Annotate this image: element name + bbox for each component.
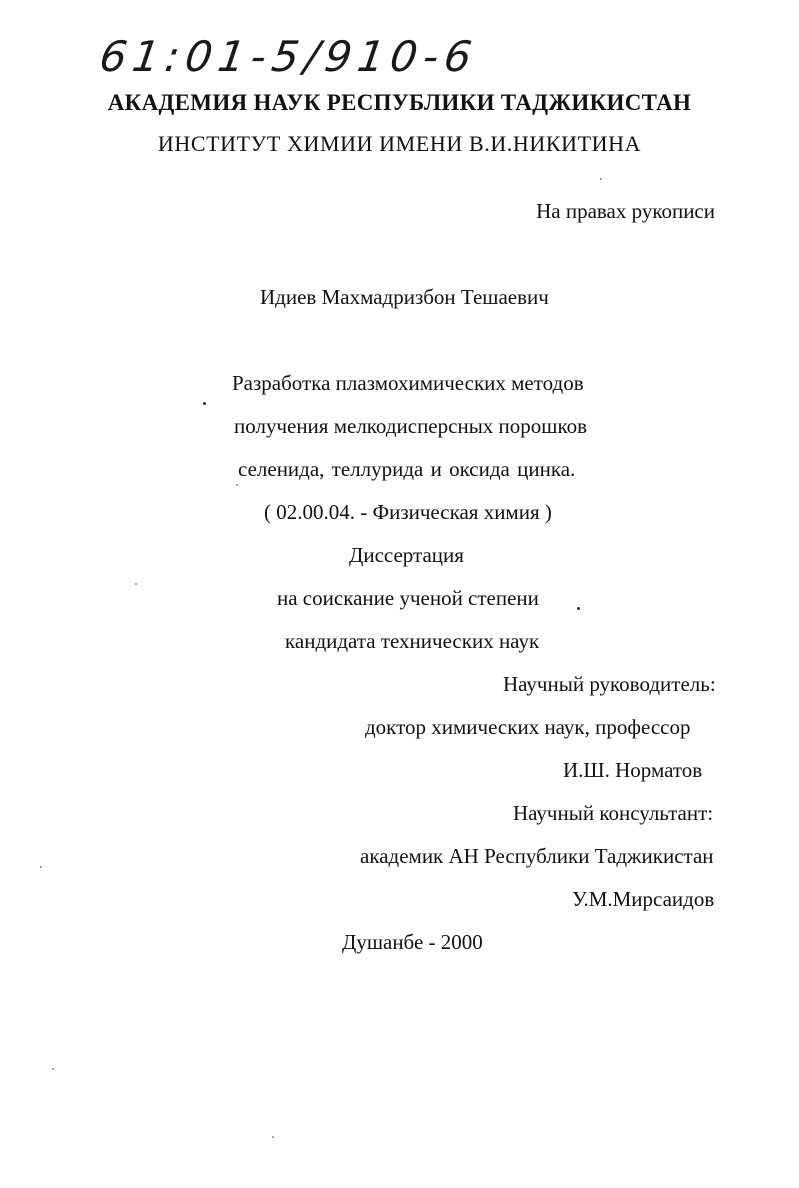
supervisor-name: И.Ш. Норматов bbox=[563, 758, 703, 782]
title-line-2: получения мелкодисперсных порошков bbox=[234, 414, 588, 438]
author-name: Идиев Махмадризбон Тешаевич bbox=[260, 285, 549, 309]
consultant-credentials: академик АН Республики Таджикистан bbox=[360, 844, 714, 868]
title-line-1: Разработка плазмохимических методов bbox=[232, 371, 584, 395]
work-purpose: на соискание ученой степени bbox=[277, 586, 539, 610]
scan-speck bbox=[272, 1136, 274, 1138]
scan-speck bbox=[40, 866, 42, 868]
scan-speck bbox=[600, 178, 602, 180]
archive-code-handwritten: 61:01-5/910-6 bbox=[96, 32, 481, 81]
degree-name: кандидата технических наук bbox=[285, 629, 540, 653]
title-line-3: селенида, теллурида и оксида цинка. bbox=[238, 457, 576, 481]
city-year: Душанбе - 2000 bbox=[342, 930, 483, 954]
scan-speck bbox=[577, 607, 580, 610]
consultant-name: У.М.Мирсаидов bbox=[572, 887, 715, 911]
consultant-label: Научный консультант: bbox=[513, 801, 714, 825]
scan-speck bbox=[236, 484, 238, 486]
specialty-code: ( 02.00.04. - Физическая химия ) bbox=[264, 500, 552, 524]
academy-heading: АКАДЕМИЯ НАУК РЕСПУБЛИКИ ТАДЖИКИСТАН bbox=[107, 90, 692, 115]
scan-speck bbox=[52, 1068, 54, 1070]
institute-heading: ИНСТИТУТ ХИМИИ ИМЕНИ В.И.НИКИТИНА bbox=[157, 131, 642, 156]
scan-speck bbox=[203, 402, 206, 405]
scan-speck bbox=[135, 583, 137, 585]
work-type: Диссертация bbox=[349, 543, 464, 567]
supervisor-credentials: доктор химических наук, профессор bbox=[365, 715, 691, 739]
supervisor-label: Научный руководитель: bbox=[503, 672, 716, 696]
manuscript-note: На правах рукописи bbox=[536, 199, 715, 223]
